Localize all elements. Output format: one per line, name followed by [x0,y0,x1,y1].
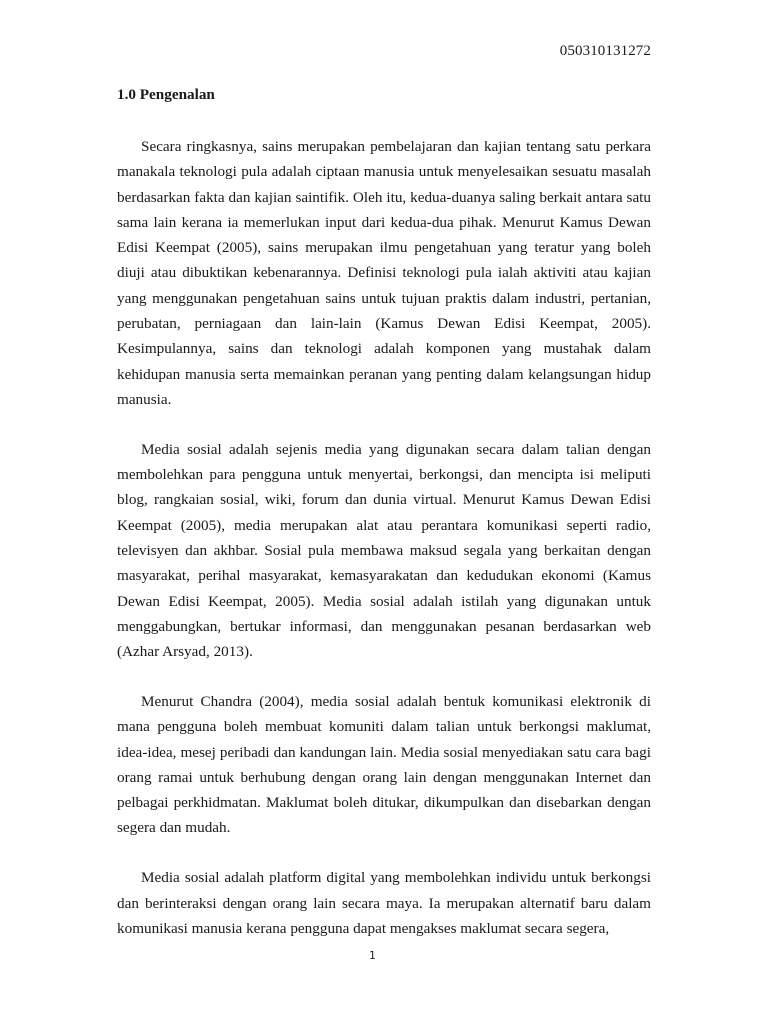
paragraph-3: Menurut Chandra (2004), media sosial adalah bentuk komunikasi elektronik di mana pengguna boleh membuat komuniti dalam talian untuk berkongsi maklumat, idea-idea, mesej peribadi dan kandungan lain. Media sosial menyediakan satu cara bagi orang ramai untuk berhubung dengan orang lain dengan menggunakan Internet dan pelbagai perkhidmatan. Maklumat boleh ditukar, dikumpulkan dan disebarkan dengan segera dan mudah. [117,692,651,837]
page-number: 1 [369,950,376,962]
paragraph-1: Secara ringkasnya, sains merupakan pembelajaran dan kajian tentang satu perkara manakala teknologi pula adalah ciptaan manusia untuk menyelesaikan sesuatu masalah berdasarkan fakta dan kajian saintifik. Oleh itu, kedua-duanya saling berkait antara satu sama lain kerana ia memerlukan input dari kedua-dua pihak. Menurut Kamus Dewan Edisi Keempat (2005), sains merupakan ilmu pengetahuan yang teratur yang boleh diuji atau dibuktikan kebenarannya. Definisi teknologi pula ialah aktiviti atau kajian yang menggunakan pengetahuan sains untuk tujuan praktis dalam industri, pertanian, perubatan, perniagaan dan lain-lain (Kamus Dewan Edisi Keempat, 2005). Kesimpulannya, sains dan teknologi adalah komponen yang mustahak dalam kehidupan manusia serta memainkan peranan yang penting dalam kelangsungan hidup manusia. [117,138,651,408]
section-heading: 1.0 Pengenalan [117,86,215,103]
paragraph-2: Media sosial adalah sejenis media yang digunakan secara dalam talian dengan membolehkan para pengguna untuk menyertai, berkongsi, dan mencipta isi meliputi blog, rangkaian sosial, wiki, forum dan dunia virtual. Menurut Kamus Dewan Edisi Keempat (2005), media merupakan alat atau perantara komunikasi seperti radio, televisyen dan akhbar. Sosial pula membawa maksud segala yang berkaitan dengan masyarakat, perihal masyarakat, kemasyarakatan dan kedudukan ekonomi (Kamus Dewan Edisi Keempat, 2005). Media sosial adalah istilah yang digunakan untuk menggabungkan, bertukar informasi, dan menggunakan pesanan berdasarkan web (Azhar Arsyad, 2013). [117,440,651,661]
body-text [117,134,651,941]
paragraph-4: Media sosial adalah platform digital yang membolehkan individu untuk berkongsi dan berinteraksi dengan orang lain secara maya. Ia merupakan alternatif baru dalam komunikasi manusia kerana pengguna dapat mengakses maklumat secara segera, [117,869,651,937]
document-id: 050310131272 [559,43,651,59]
